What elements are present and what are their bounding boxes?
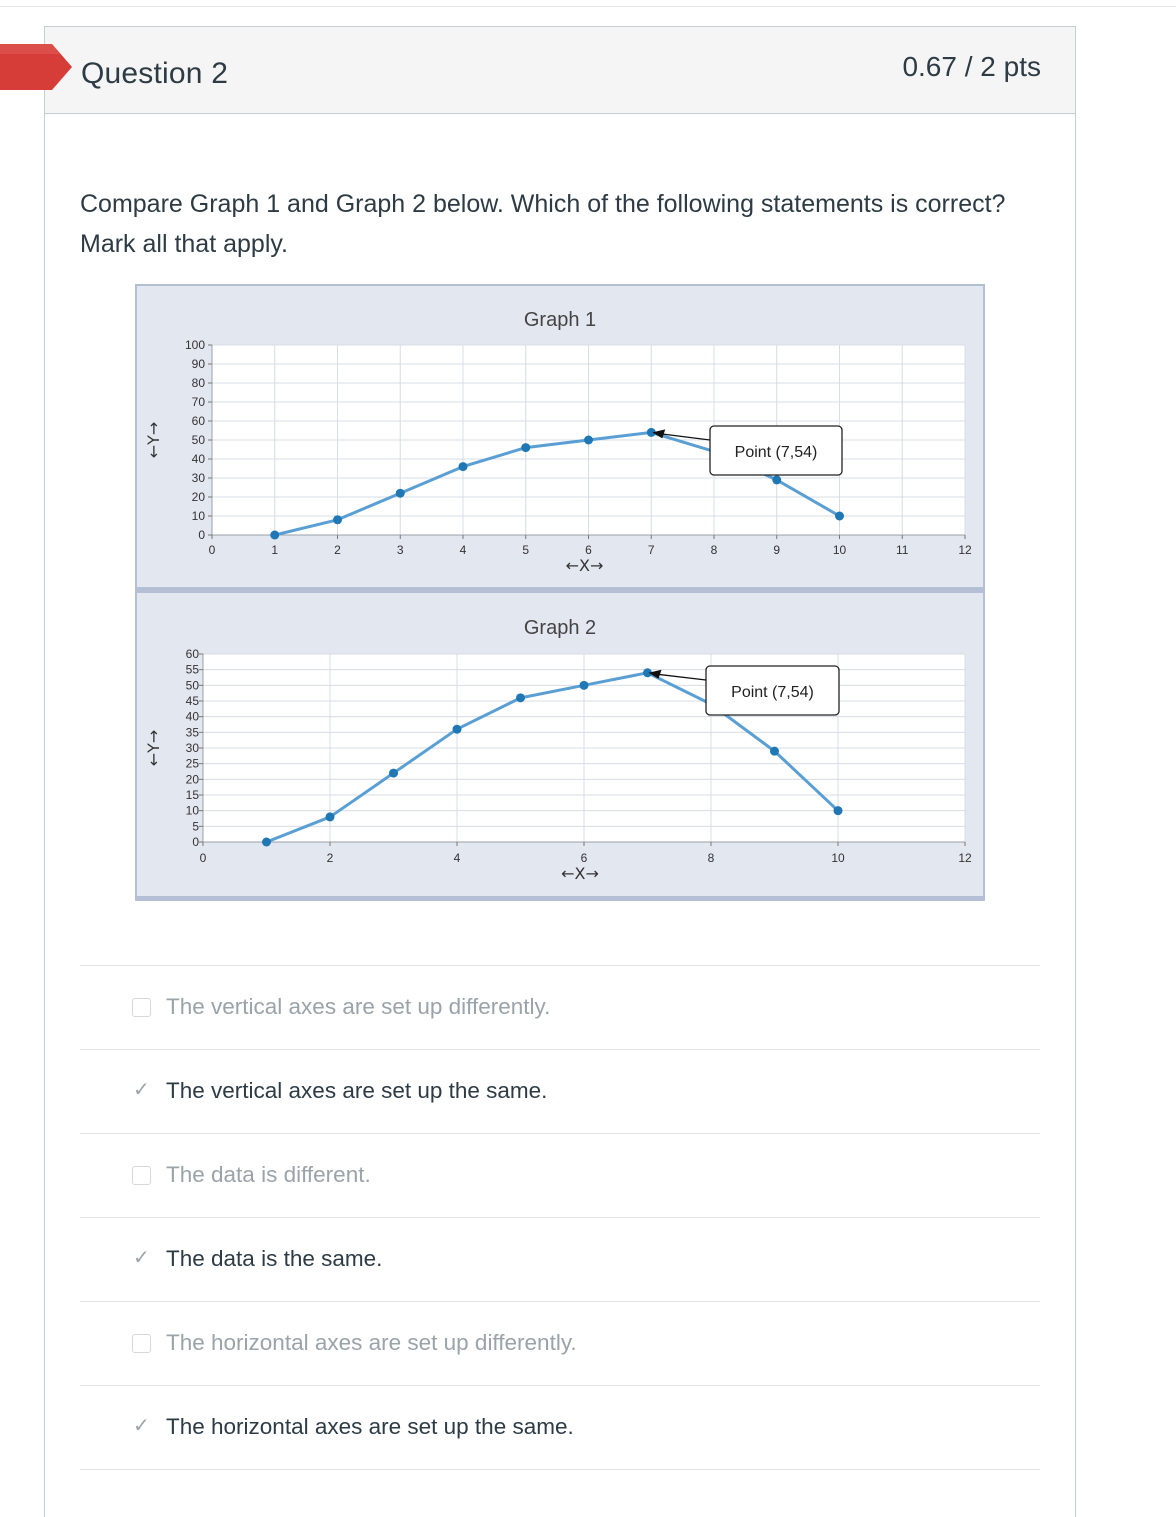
y-tick-label: 45 bbox=[185, 694, 199, 708]
y-tick-label: 35 bbox=[185, 725, 199, 740]
y-axis-label: ←Y→ bbox=[144, 729, 163, 767]
answer-option[interactable] bbox=[80, 1385, 1040, 1470]
x-tick-label: 2 bbox=[334, 543, 341, 557]
flag-icon bbox=[0, 42, 72, 94]
y-tick-label: 30 bbox=[191, 471, 205, 485]
y-tick-label: 50 bbox=[191, 433, 205, 447]
x-tick-label: 7 bbox=[647, 543, 655, 557]
y-tick-label: 60 bbox=[185, 647, 199, 661]
data-point bbox=[834, 806, 843, 815]
top-divider bbox=[0, 6, 1176, 7]
data-point bbox=[262, 838, 271, 847]
data-point bbox=[270, 531, 279, 540]
data-point bbox=[333, 515, 342, 524]
x-tick-label: 10 bbox=[832, 543, 847, 557]
answer-label: The vertical axes are set up the same. bbox=[166, 1078, 548, 1103]
data-point bbox=[770, 747, 779, 756]
answer-label: The data is the same. bbox=[166, 1246, 383, 1271]
answer-option[interactable] bbox=[80, 1301, 1040, 1386]
y-tick-label: 15 bbox=[185, 788, 199, 802]
data-point bbox=[453, 725, 462, 734]
question-points: 0.67 / 2 pts bbox=[902, 51, 1041, 82]
data-point bbox=[772, 475, 781, 484]
x-tick-label: 4 bbox=[459, 543, 467, 557]
x-tick-label: 8 bbox=[710, 543, 718, 557]
answer-option[interactable] bbox=[80, 965, 1040, 1050]
x-tick-label: 5 bbox=[522, 543, 530, 557]
chart-title: Graph 1 bbox=[523, 309, 597, 331]
y-tick-label: 20 bbox=[185, 772, 199, 787]
x-axis-label: ←X→ bbox=[561, 864, 599, 883]
y-tick-label: 90 bbox=[191, 357, 205, 371]
y-tick-label: 25 bbox=[185, 756, 199, 771]
answer-label: The data is different. bbox=[166, 1162, 371, 1187]
answer-bottom-divider bbox=[80, 1469, 1040, 1470]
y-tick-label: 10 bbox=[191, 509, 205, 523]
y-tick-label: 60 bbox=[191, 414, 205, 428]
x-tick-label: 8 bbox=[707, 851, 715, 865]
question-title: Question 2 bbox=[81, 57, 229, 90]
graphs-figure bbox=[135, 284, 985, 902]
x-tick-label: 12 bbox=[958, 851, 972, 865]
data-point bbox=[326, 812, 335, 821]
checkmark-icon[interactable]: ✓ bbox=[133, 1413, 150, 1437]
x-tick-label: 1 bbox=[271, 543, 279, 557]
checkmark-icon[interactable]: ✓ bbox=[133, 1245, 150, 1269]
y-tick-label: 0 bbox=[192, 835, 199, 849]
x-tick-label: 11 bbox=[896, 543, 909, 557]
answer-label: The horizontal axes are set up differently. bbox=[166, 1330, 577, 1355]
data-point bbox=[584, 436, 593, 445]
data-point bbox=[521, 443, 530, 452]
y-tick-label: 40 bbox=[191, 452, 205, 466]
answer-label: The horizontal axes are set up the same. bbox=[166, 1414, 574, 1439]
y-tick-label: 0 bbox=[198, 528, 205, 542]
graph1 bbox=[144, 309, 972, 575]
y-tick-label: 5 bbox=[192, 819, 199, 834]
annotation-label: Point (7,54) bbox=[731, 684, 814, 701]
answer-option[interactable] bbox=[80, 1217, 1040, 1302]
question-header bbox=[45, 27, 1075, 114]
x-tick-label: 0 bbox=[199, 851, 207, 865]
question-text: Compare Graph 1 and Graph 2 below. Which of the following statements is correct? Mark all that apply. bbox=[80, 190, 1006, 258]
x-axis-label: ←X→ bbox=[565, 556, 604, 575]
y-axis-label: ←Y→ bbox=[144, 421, 163, 459]
y-tick-label: 70 bbox=[191, 395, 205, 409]
y-tick-label: 50 bbox=[185, 678, 199, 693]
chart-title: Graph 2 bbox=[523, 617, 597, 639]
y-tick-label: 55 bbox=[185, 662, 199, 677]
x-tick-label: 0 bbox=[208, 543, 216, 557]
x-tick-label: 2 bbox=[326, 851, 334, 865]
x-tick-label: 12 bbox=[958, 543, 972, 557]
answer-option[interactable] bbox=[80, 1049, 1040, 1134]
x-tick-label: 9 bbox=[773, 543, 781, 557]
answer-option[interactable] bbox=[80, 1133, 1040, 1218]
answer-checkbox[interactable] bbox=[132, 1166, 151, 1185]
x-tick-label: 10 bbox=[831, 851, 845, 865]
data-point bbox=[459, 462, 468, 471]
y-tick-label: 40 bbox=[185, 709, 199, 724]
y-tick-label: 10 bbox=[185, 803, 199, 818]
x-tick-label: 3 bbox=[396, 543, 404, 557]
answer-checkbox[interactable] bbox=[132, 1334, 151, 1353]
y-tick-label: 20 bbox=[191, 490, 205, 504]
data-point bbox=[396, 489, 405, 498]
x-tick-label: 6 bbox=[585, 543, 592, 557]
x-tick-label: 4 bbox=[453, 851, 461, 865]
checkmark-icon[interactable]: ✓ bbox=[133, 1077, 150, 1101]
y-tick-label: 80 bbox=[191, 376, 205, 390]
x-tick-label: 6 bbox=[580, 851, 588, 865]
data-point bbox=[516, 693, 525, 702]
answer-label: The vertical axes are set up differently. bbox=[166, 994, 551, 1019]
data-point bbox=[580, 681, 589, 690]
answer-checkbox[interactable] bbox=[132, 998, 151, 1017]
annotation-label: Point (7,54) bbox=[734, 444, 818, 461]
data-point bbox=[389, 769, 398, 778]
y-tick-label: 30 bbox=[185, 741, 199, 755]
y-tick-label: 100 bbox=[184, 338, 205, 352]
data-point bbox=[835, 512, 844, 521]
